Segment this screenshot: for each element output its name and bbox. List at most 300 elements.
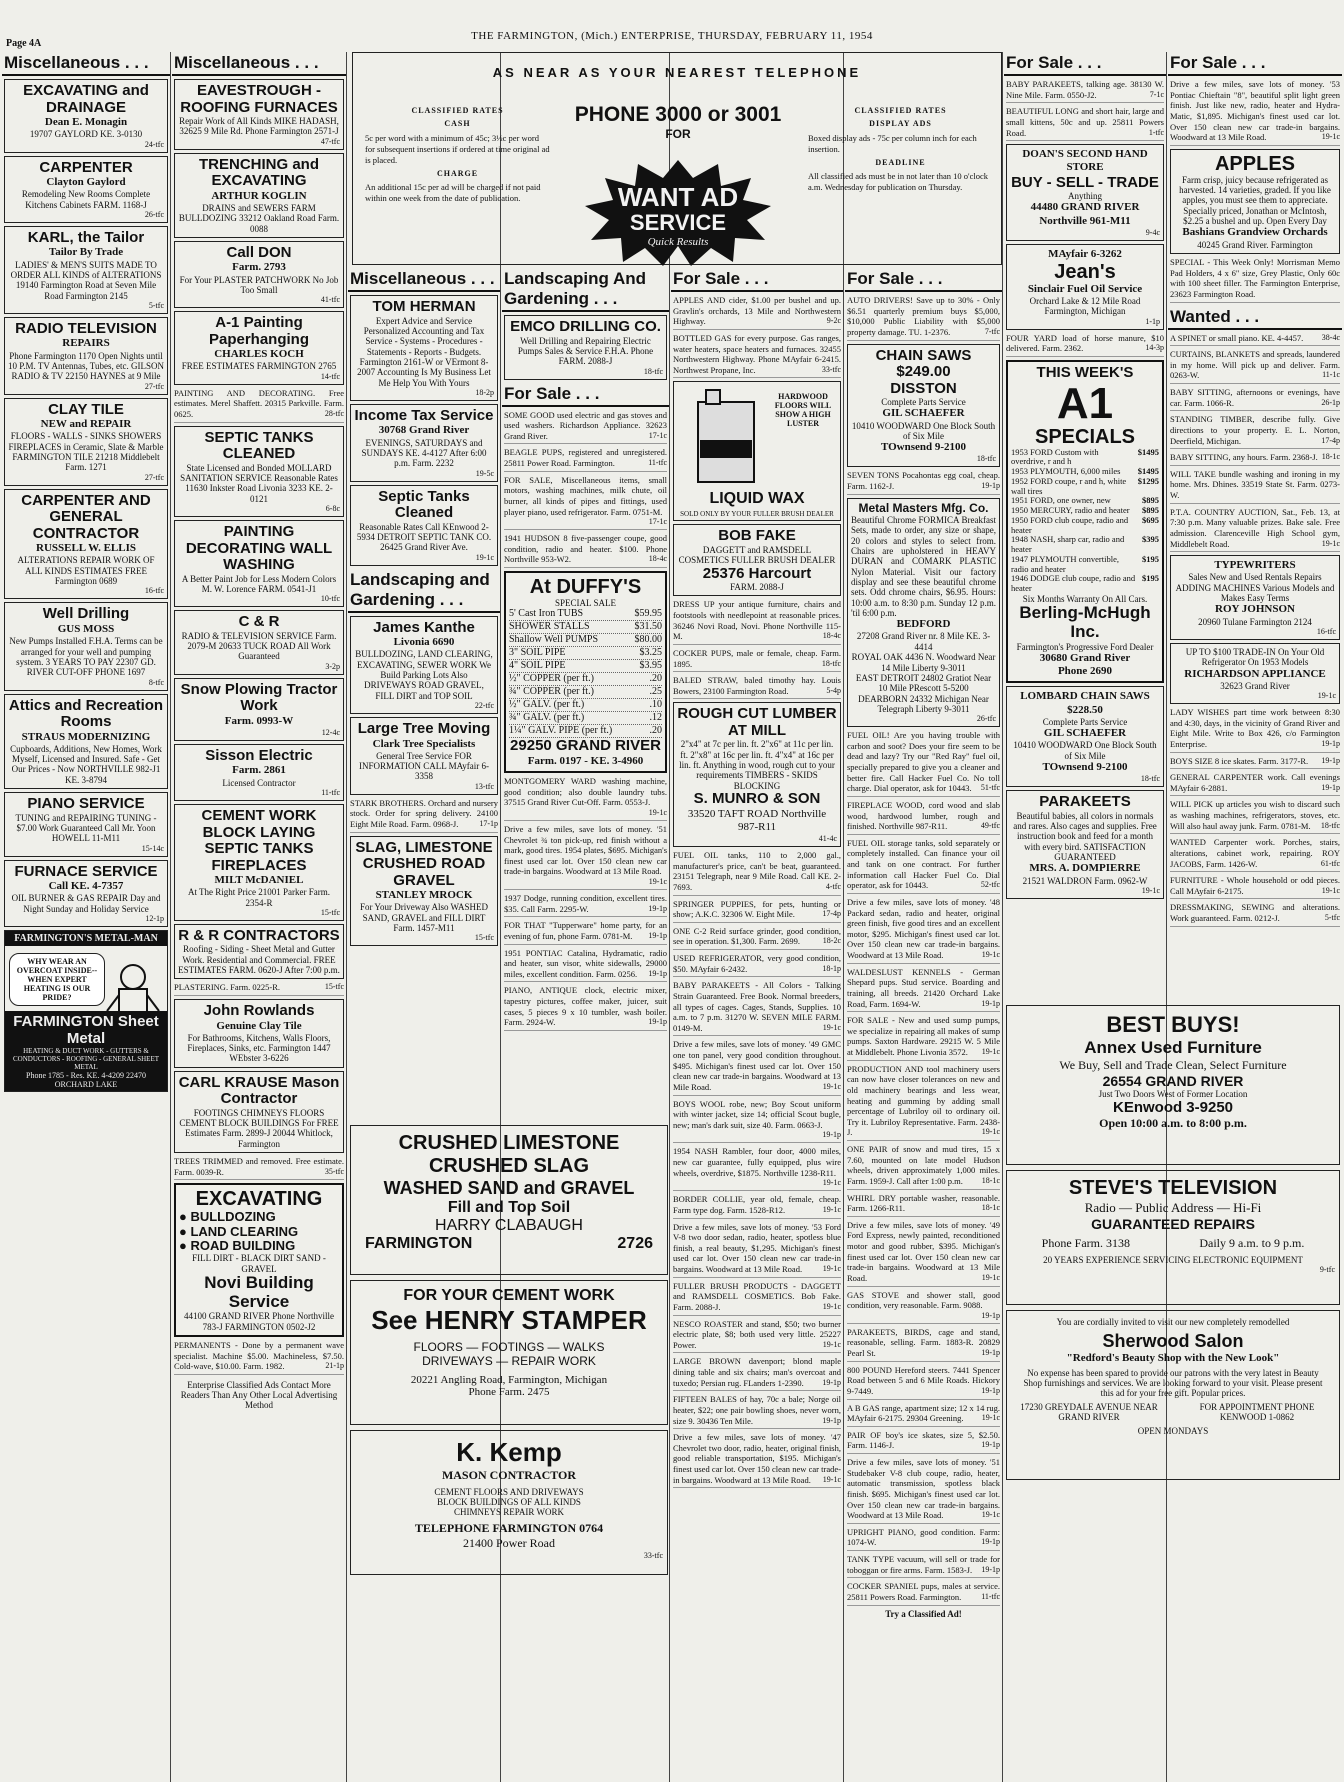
classified-text: 1951 PONTIAC Catalina, Hydramatic, radio and heater, sun visor, white sidewalls, 29000 miles, excellent condition. Farm. 0256. <box>504 947 667 979</box>
classified-ad <box>673 1432 841 1488</box>
ad-code: 17-4p <box>822 909 841 919</box>
classified-text: Drive a few miles, save lots of money. '53 Ford V-8 two door sedan, radio, heater, spotless blue finish, a real beauty, $1,295. Michigan's finest used car lot. Over 150 clean new car trade-in bargains. Woodward at 13 Mile Road. <box>673 1221 841 1274</box>
ad-code: 61-tfc <box>1320 858 1340 868</box>
wax-can-icon <box>688 386 768 486</box>
sherwood-salon-ad <box>1006 1310 1340 1480</box>
price-row <box>509 660 662 673</box>
column-1 <box>2 52 170 1095</box>
classified-ad <box>504 893 667 917</box>
ad-address: DEARBORN 24332 Michigan Near Telegraph Liberty 9-3011 <box>858 693 989 714</box>
ad-code: 17-1c <box>648 517 667 527</box>
ad-title: LOMBARD CHAIN SAWS <box>1020 690 1150 703</box>
ad-code: 19-1p <box>822 1415 841 1425</box>
column-3 <box>348 268 500 949</box>
ad-title: Income Tax Service <box>354 406 494 424</box>
car-name: 1946 DODGE club coupe, radio and heater <box>1011 573 1136 594</box>
classified-ad <box>174 982 344 996</box>
ad-code: 19-1c <box>822 1204 841 1214</box>
ad-code: 19-1c <box>822 1178 841 1188</box>
ad-hours: Daily 9 a.m. to 9 p.m. <box>1199 1236 1305 1250</box>
ad-text: Cupboards, Additions, New Homes, Work Myself, Licensed and Insured. Safe - Get Our Prices - Now NORTHVILLE 982-J1 KE. 3-8794 <box>10 743 162 785</box>
classified-ad <box>673 648 841 672</box>
classified-text: Drive a few miles, save lots of money. '51 Studebaker V-8 club coupe, radio, heater, automatic transmission, spotless black finish. $695. Michigan's finest used car lot. Over 150 clean new car trade-in bargains. Woodward at 13 Mile Road. <box>847 1457 1000 1521</box>
car-row <box>1011 516 1159 536</box>
ad-line: CRUSHED SLAG <box>428 1155 589 1177</box>
ad-code: 19-1c <box>475 552 494 562</box>
classified-text: SOME GOOD used electric and gas stoves and used washers. Richardson Appliance. 32623 Grand River. <box>504 409 667 441</box>
ad-code: 18-1c <box>981 1203 1000 1213</box>
classified-ad <box>847 1527 1000 1551</box>
display-ad <box>350 485 498 566</box>
display-ad <box>350 836 498 947</box>
section-header: Landscaping and Gardening . . . <box>348 569 500 613</box>
ad-address: 44480 GRAND RIVER Northville 961-M11 <box>1030 201 1140 227</box>
car-price: $1495 <box>1137 466 1159 477</box>
ad-phone: Farm. 0197 - KE. 3-4960 <box>527 754 644 767</box>
item-name: SHOWER STALLS <box>509 621 590 633</box>
ad-code: 26-1p <box>1321 397 1340 407</box>
ad-text: Reasonable Rates Call KEnwood 2-5934 DETROIT SEPTIC TANK CO. 26425 Grand River Ave. <box>356 521 492 553</box>
ad-business: STANLEY MROCK <box>375 889 473 902</box>
display-ad <box>174 999 344 1068</box>
price-row <box>509 634 662 647</box>
rates-title: CLASSIFIED RATES <box>854 106 947 115</box>
display-ad <box>4 489 168 600</box>
classified-ad <box>673 1356 841 1391</box>
ad-address: 20221 Angling Road, Farmington, Michigan <box>410 1374 608 1386</box>
column-8 <box>1168 52 1342 930</box>
classified-text: APPLES AND cider, $1.00 per bushel and up. Gravlin's orchards, 13 Mile and Northwestern Highway. <box>673 295 841 327</box>
display-ad <box>350 295 498 401</box>
ad-title: PARAKEETS <box>1039 793 1131 811</box>
ad-code: 41-tfc <box>320 295 340 305</box>
ad-code: 13-tfc <box>474 781 494 791</box>
classified-ad <box>350 798 498 833</box>
excavating-ad: EXCAVATING ● BULLDOZING ● LAND CLEARING ● ROAD BUILDING FILL DIRT - BLACK DIRT SAND - GRAVEL Novi Building Service 44100 GRAND RIVER Phone Northville 783-J FARMINGTON 0502-J2 <box>174 1183 344 1337</box>
ad-text: FLOORS - WALLS - SINKS SHOWERS FIREPLACES in Ceramic, Slate & Marble FARMINGTON TILE 21218 Middlebelt Farm. 1271 <box>8 431 164 473</box>
ad-title: Well Drilling <box>42 605 130 623</box>
phone-numbers: PHONE 3000 or 3001 <box>574 103 782 126</box>
ad-text: RADIO & TELEVISION SERVICE Farm. 2079-M 20633 TUCK ROAD All Work Guaranteed <box>181 630 337 662</box>
classified-text: PAIR OF boy's ice skates, size 5, $2.50. Farm. 1146-J. <box>847 1429 1000 1451</box>
ad-text: For Your Driveway Also WASHED SAND, GRAVEL and FILL DIRT Farm. 1457-M11 <box>359 902 489 934</box>
metal-masters-ad <box>847 498 1000 728</box>
classified-ad <box>504 985 667 1031</box>
display-ad <box>174 520 344 607</box>
ad-title: CEMENT WORK BLOCK LAYING SEPTIC TANKS FIREPLACES <box>201 807 317 874</box>
service-text: SERVICE <box>629 210 727 235</box>
ad-title: BOB FAKE <box>718 527 796 545</box>
classified-ad <box>673 850 841 896</box>
item-price: .10 <box>649 699 662 711</box>
ad-address: 33520 TAFT ROAD Northville 987-R11 <box>687 807 827 833</box>
ad-title: THIS WEEK'S <box>1036 364 1134 382</box>
item-price: .20 <box>649 725 662 737</box>
ad-line: WASHED SAND and GRAVEL <box>383 1178 635 1198</box>
item-name: ½" COPPER (per ft.) <box>509 673 594 685</box>
classified-text: PLASTERING. Farm. 0225-R. <box>174 982 281 993</box>
ad-code: 7-tfc <box>984 326 1000 336</box>
classified-text: PAINTING AND DECORATING. Free estimates. Merel Shaffett. 20315 Parkville. Farm. 0625. <box>174 387 344 420</box>
classified-text: A SPINET or small piano. KE. 4-4457. <box>1170 332 1304 343</box>
ad-code: 18-tfc <box>821 658 841 668</box>
ad-code: 15-tfc <box>474 933 494 943</box>
ad-code: 11-tfc <box>981 1591 1000 1601</box>
classified-ad <box>1170 756 1340 770</box>
ad-title: BEST BUYS! <box>1106 1012 1240 1037</box>
ad-text: Sales New and Used Rentals Repairs ADDING MACHINES Various Models and Makes Easy Terms <box>1175 572 1335 603</box>
ad-code: 18-1c <box>1321 452 1340 462</box>
ad-text: ALTERATIONS REPAIR WORK OF ALL KINDS ESTIMATES FREE Farmington 0689 <box>17 555 155 587</box>
car-row <box>1011 555 1159 575</box>
ad-code: 19-1c <box>1141 885 1160 895</box>
car-name: 1950 MERCURY, radio and heater <box>1011 505 1130 516</box>
kemp-ad <box>350 1430 668 1575</box>
classified-ad <box>847 470 1000 494</box>
ad-address: 21521 WALDRON Farm. 0962-W <box>1022 875 1148 886</box>
classified-text: BABY PARAKEETS - All Colors - Talking Strain Guaranteed. Free Book. Normal breeders, all types of cages. Cages, Stands, Supplies. 10 a.m. to 7 p.m. 31270 W. SEVEN MILE FARM. 0149-M. <box>673 980 841 1033</box>
ad-title: Attics and Recreation Rooms <box>8 696 164 731</box>
ad-address: 25376 Harcourt <box>702 564 812 582</box>
ad-text: At The Right Price 21001 Parker Farm. 2354-R <box>187 887 331 908</box>
lumber-ad <box>673 702 841 847</box>
ad-phone: TOwnsend 9-2100 <box>1042 761 1128 774</box>
item-name: Shallow Well PUMPS <box>509 634 599 646</box>
rates-deadline-heading: DEADLINE <box>875 157 926 167</box>
classified-ad <box>504 475 667 531</box>
column-4 <box>502 268 669 1034</box>
ad-text: General Tree Service FOR INFORMATION CALL MAyfair 6-3358 <box>358 750 490 782</box>
ad-experience: 20 YEARS EXPERIENCE SERVICING ELECTRONIC EQUIPMENT <box>1043 1255 1303 1265</box>
classified-ad <box>847 800 1000 835</box>
section-header: For Sale . . . <box>1168 52 1342 76</box>
classified-ad <box>1170 707 1340 753</box>
ad-brand: DISSTON <box>890 379 957 397</box>
ad-address: Orchard Lake & 12 Mile Road Farmington, Michigan <box>1029 296 1141 317</box>
classified-text: TREES TRIMMED and removed. Free estimate. Farm. 0039-R. <box>174 1156 344 1177</box>
classified-ad <box>1170 79 1340 146</box>
ad-code: 33-tfc <box>643 1551 663 1560</box>
ad-code: 19-1p <box>822 1377 841 1387</box>
classified-ad <box>1006 333 1164 357</box>
display-ad <box>174 678 344 741</box>
car-name: 1952 FORD coupe, r and h, white wall tires <box>1011 475 1127 496</box>
ad-address: 29250 GRAND RIVER <box>510 737 661 755</box>
ad-phone: Phone Farm. 2475 <box>468 1386 550 1398</box>
car-price: $195 <box>1142 553 1159 564</box>
ad-text: Expert Advice and Service Personalized Accounting and Tax Service - Systems - Procedures - Statements - Reports - Budgets. Farmington 2161-W or VErmont 8-2007 Accounting Is My Business Let Me Help You With Yours <box>357 315 491 388</box>
classified-ad <box>673 1099 841 1144</box>
classified-text: FOR SALE - New and used sump pumps, we specialize in repairing all makes of sump pumps. Saxton Hardware. 29215 W. 5 Mile at Middlebelt. Phone Livonia 3572. <box>847 1015 1000 1058</box>
ad-code: 18-4c <box>822 631 841 641</box>
ad-phone: TOwnsend 9-2100 <box>880 441 967 454</box>
ad-code: 9-2c <box>826 316 841 326</box>
classified-text: STANDING TIMBER, describe fully. Give directions to your property. E. L. Norton, Deerfield, Michigan. <box>1170 414 1340 446</box>
ad-price: $249.00 <box>896 363 951 380</box>
rates-title: CLASSIFIED RATES <box>411 106 504 115</box>
ad-code: 5-tfc <box>1324 913 1340 923</box>
ad-business: RUSSELL W. ELLIS <box>36 542 136 555</box>
ad-code: 1-tfc <box>1148 127 1164 137</box>
display-ad <box>4 317 168 395</box>
want-ad-banner <box>352 52 1002 265</box>
ad-code: 16-tfc <box>1316 626 1336 636</box>
item-name: 1¼" GALV. PIPE (per ft.) <box>509 725 613 737</box>
display-ad <box>4 602 168 690</box>
classified-ad <box>847 1365 1000 1400</box>
classified-text: FOR SALE, Miscellaneous items, small motors, washing machines, milk chute, oil burner, all kinds of pipes and fittings, used player piano, used refrigerator. Farm. 0751-M. <box>504 474 667 517</box>
ad-code: 26-tfc <box>976 714 996 724</box>
section-header: Miscellaneous . . . <box>172 52 346 76</box>
ad-code: 19-1c <box>981 950 1000 960</box>
classified-ad <box>1170 772 1340 796</box>
classified-ad <box>1170 799 1340 834</box>
classified-text: LADY WISHES part time work between 8:30 and 4:30, days, in the vicinity of Grand River and Eight Mile. Write to Box 426, c/o Farmington Enterprise. <box>1170 707 1340 749</box>
ad-code: 19-1c <box>822 1301 841 1311</box>
ad-code: 19-1c <box>981 1413 1000 1423</box>
display-ad <box>350 404 498 482</box>
ad-business: REPAIRS <box>62 337 110 350</box>
mascot-services: HEATING & DUCT WORK - GUTTERS & CONDUCTORS - ROOFING - GENERAL SHEET METAL <box>12 1047 160 1071</box>
ad-subtitle: Sinclair Fuel Oil Service <box>1027 282 1143 295</box>
ad-title: Sherwood Salon <box>1102 1331 1244 1351</box>
bob-fake-ad <box>673 524 841 596</box>
ad-phone: TELEPHONE FARMINGTON 0764 <box>414 1521 604 1535</box>
ad-code: 41-4c <box>818 834 837 843</box>
ad-directions: Just Two Doors West of Former Location <box>1098 1089 1248 1099</box>
classified-text: TANK TYPE vacuum, will sell or trade for toboggan or fire arms. Farm. 1583-J. <box>847 1554 1000 1575</box>
classified-ad <box>504 920 667 944</box>
mascot-phone: Phone 1785 - Res. KE. 4-4209 22470 ORCHARD LAKE <box>26 1071 146 1089</box>
ad-code: 18-1p <box>822 963 841 973</box>
mascot-bubble: WHY WEAR AN OVERCOAT INSIDE--WHEN EXPERT HEATING IS OUR PRIDE? <box>9 953 105 1006</box>
ad-text: Roofing - Siding - Sheet Metal and Gutter Work. Residential and Commercial. FREE ESTIMATES FARM. 0620-J After 7:00 p.m. <box>178 944 340 976</box>
classified-ad <box>847 1193 1000 1217</box>
ad-text: Complete Parts Service <box>881 397 966 407</box>
classified-text: 1937 Dodge, running condition, excellent tires. $35. Call Farm. 2295-W. <box>504 893 667 914</box>
ad-title: CARPENTER <box>39 158 133 176</box>
ad-code: 19-5c <box>475 468 494 478</box>
classified-text: 1941 HUDSON 8 five-passenger coupe, good condition, radio and heater. $100. Phone Northville 953-W2. <box>504 533 667 565</box>
ad-business: RICHARDSON APPLIANCE <box>1184 667 1326 680</box>
ad-code: 22-tfc <box>474 701 494 711</box>
ad-business: Genuine Clay Tile <box>216 1019 302 1032</box>
ad-line: CRUSHED LIMESTONE <box>398 1132 620 1154</box>
classified-ad <box>673 980 841 1036</box>
display-ad <box>4 398 168 486</box>
classified-text: FUEL OIL! Are you having trouble with carbon and soot? Does your fire seem to be dead and lazy? Try our "Red Ray" fuel oil, specially prepared to give you a cleaner and better fire. Call Hacker Fuel Co. No toll charge. Dial operator, ask for 10443. <box>847 730 1000 794</box>
classified-text: A B GAS range, apartment size; 12 x 14 rug. MAyfair 6-2175. 29304 Greening. <box>847 1402 1000 1424</box>
classified-ad <box>847 1144 1000 1190</box>
classified-text: WILL TAKE bundle washing and ironing in my home. Mrs. Dhines. 33519 State St. Farm. 0273-W. <box>1170 468 1340 500</box>
display-ad <box>350 717 498 795</box>
classified-ad <box>1170 414 1340 449</box>
ad-title: EXCAVATING and DRAINAGE <box>23 82 149 116</box>
rates-cash-heading: CASH <box>444 119 471 129</box>
classified-text: SEVEN TONS Pocahontas egg coal, cheap. Farm. 1162-J. <box>847 470 1000 492</box>
berling-mchugh-ad <box>1006 360 1164 683</box>
classified-text: 1954 NASH Rambler, four door, 4000 miles, new car guarantee, fully equipped, plus wire wheels, overdrive, $1875. Northville 1238-R11. <box>673 1146 841 1178</box>
item-price: $31.50 <box>634 621 662 633</box>
classified-text: FOUR YARD load of horse manure, $10 delivered. Farm. 2362. <box>1006 332 1164 354</box>
price-row <box>509 621 662 634</box>
column-rule <box>1166 52 1167 1782</box>
best-buys-ad <box>1006 1005 1340 1165</box>
classified-ad <box>847 897 1000 964</box>
classified-ad <box>1170 902 1340 926</box>
ad-code: 19-1p <box>981 1537 1000 1547</box>
ad-text: For Bathrooms, Kitchens, Walls Floors, Fireplaces, Sinks, etc. Farmington 1447 WEbster 3-6226 <box>187 1032 331 1064</box>
classified-ad <box>847 1430 1000 1454</box>
ad-title: CLAY TILE <box>48 400 124 418</box>
ad-text: Beautiful babies, all colors in normals and rares. Also cages and supplies. Free instruction book and feed for a month with every bird. SATISFACTION GUARANTEED <box>1013 810 1157 863</box>
limestone-ad <box>350 1125 668 1275</box>
ad-text: BULLDOZING, LAND CLEARING, EXCAVATING, SEWER WORK We Build Parking Lots Also DRIVEWAYS ROAD GRAVEL, FILL DIRT and TOP SOIL <box>355 649 493 701</box>
classified-text: GENERAL CARPENTER work. Call evenings MAyfair 6-2881. <box>1170 772 1340 793</box>
ad-item: BULLDOZING <box>190 1209 276 1225</box>
ad-invitation: You are cordially invited to visit our new completely remodelled <box>1056 1317 1290 1327</box>
ad-address: 20960 Tulane Farmington 2124 <box>1198 616 1312 627</box>
ad-code: 18-tfc <box>1320 820 1340 830</box>
classified-ad <box>504 410 667 445</box>
ad-town: FARMINGTON <box>365 1235 473 1252</box>
ad-phone: 2726 <box>617 1235 653 1252</box>
ad-code: 9-4c <box>1145 227 1160 237</box>
classified-text: BABY SITTING, any hours. Farm. 2368-J. <box>1170 452 1318 463</box>
ad-code: 19-1c <box>1317 691 1336 701</box>
classified-ad <box>1170 387 1340 411</box>
ad-code: 19-1p <box>981 1564 1000 1574</box>
ad-text: Beautiful Chrome FORMICA Breakfast Sets, made to order, any size or shape, 20 colors and styles to select from. Chairs are upholstered in HEAVY DURAN and COMARK PLASTIC Nylon Material. Visit our factory display and see these beautiful chrome sets. Odd chrome chairs, $6.95. Hours: 10:00 a.m. to 8:30 p.m. Sunday 12 p.m. 'til 6:00 p.m. <box>851 514 996 618</box>
classified-ad <box>673 899 841 923</box>
ad-text: No expense has been spared to provide our patrons with the very latest in Beauty Shop furnishings and services. We are looking forward to your visit. Please present this ad for your free gift. Popular prices. <box>1023 1368 1323 1398</box>
ad-title: R & R CONTRACTORS <box>178 926 340 944</box>
ad-code: 3-2p <box>325 661 340 671</box>
car-name: 1950 FORD club coupe, radio and heater <box>1011 514 1129 535</box>
price-row <box>509 673 662 686</box>
ad-text: EVENINGS, SATURDAYS and SUNDAYS KE. 4-4127 After 6:00 p.m. Farm. 2232 <box>361 437 487 469</box>
item-name: ½" GALV. (per ft.) <box>509 699 585 711</box>
classified-text: DRESSMAKING, SEWING and alterations. Work guaranteed. Farm. 0212-J. <box>1170 902 1340 924</box>
ad-title: CARL KRAUSE Mason Contractor <box>178 1073 340 1108</box>
banner-phone <box>553 103 803 141</box>
classified-text: Drive a few miles, save lots of money. '53 Pontiac Chieftain "8", beautiful split light green finish. Just like new, radio, heater and Hydra-Matic, $1,895. Michigan's finest used car lot. Over 150 clean new car trade-in bargains. Woodward at 13 Mile Road. <box>1170 79 1340 143</box>
classified-text: SPRINGER PUPPIES, for pets, hunting or show; A.K.C. 32306 W. Eight Mile. <box>673 898 841 920</box>
ad-text: LADIES' & MEN'S SUITS MADE TO ORDER ALL KINDS of ALTERATIONS 19140 Farmington Road at Seven Mile Road Farmington 2145 <box>10 259 162 301</box>
column-footer: Try a Classified Ad! <box>885 1608 962 1619</box>
ad-text: Well Drilling and Repairing Electric Pumps Sales & Service F.H.A. Phone FARM. 2088-J <box>517 335 654 367</box>
ad-text: Licensed Contractor <box>222 777 296 788</box>
ad-code: 47-tfc <box>320 136 340 146</box>
classified-text: UPRIGHT PIANO, good condition. Farm: 1074-W. <box>847 1526 1000 1548</box>
car-name: 1951 FORD, one owner, new <box>1011 495 1111 506</box>
ad-line: DRIVEWAYS — REPAIR WORK <box>422 1354 596 1368</box>
ad-title: Metal Masters Mfg. Co. <box>858 500 989 515</box>
mascot-title: FARMINGTON'S METAL-MAN <box>5 931 167 946</box>
ad-code: 8-tfc <box>148 677 164 687</box>
display-ad <box>174 610 344 675</box>
ad-title: At DUFFY'S <box>529 576 642 599</box>
ad-code: 18-tfc <box>643 366 663 376</box>
ad-code: 9-tfc <box>1319 1265 1335 1274</box>
ad-title: SLAG, LIMESTONE CRUSHED ROAD GRAVEL <box>355 838 493 889</box>
ad-business: Clayton Gaylord <box>46 176 126 189</box>
ad-code: 19-1c <box>822 1022 841 1032</box>
ad-code: 11-tfc <box>321 788 340 797</box>
ad-title: A-1 Painting Paperhanging <box>208 314 309 348</box>
jeans-ad <box>1006 244 1164 330</box>
ad-text: We Buy, Sell and Trade Clean, Select Furniture <box>1059 1058 1287 1072</box>
ad-code: 49-tfc <box>980 821 1000 831</box>
classified-text: FURNITURE - Whole household or odd pieces. Call MAyfair 6-2175. <box>1170 875 1340 896</box>
ad-business: MILT McDANIEL <box>214 874 304 886</box>
column-5 <box>671 268 843 1491</box>
classified-text: ONE C-2 Reid surface grinder, good condition, see in operation. $1,300. Farm. 2699. <box>673 925 841 947</box>
ad-phone: KEnwood 3-9250 <box>1112 1099 1234 1116</box>
ad-address: 32623 Grand River <box>1220 680 1290 691</box>
ad-code: 19-1p <box>648 968 667 978</box>
ad-title: PIANO SERVICE <box>27 795 145 813</box>
ad-code: 17-1c <box>648 430 667 440</box>
classified-ad <box>847 730 1000 797</box>
ad-code: 52-tfc <box>980 880 1000 890</box>
ad-code: 19-1p <box>981 998 1000 1008</box>
section-header: For Sale . . . <box>502 383 669 407</box>
item-price: .20 <box>649 673 662 685</box>
classified-ad <box>847 1457 1000 1524</box>
section-header: For Sale . . . <box>845 268 1002 292</box>
classified-ad <box>174 1156 344 1180</box>
ad-code: 19-1p <box>981 481 1000 491</box>
classified-text: WILL PICK up articles you wish to discard such as washing machines, refrigerators, stoves, etc. Will also haul away junk. Farm. 0781-M. <box>1170 799 1340 831</box>
price-row <box>509 608 662 621</box>
ad-title: Call DON <box>226 243 292 261</box>
ad-name: ROY JOHNSON <box>1215 603 1295 616</box>
ad-footer: SOLD ONLY BY YOUR FULLER BRUSH DEALER <box>680 510 834 519</box>
display-ad <box>174 1071 344 1153</box>
ad-code: 28-tfc <box>324 409 344 419</box>
ad-business: Annex Used Furniture <box>1084 1038 1262 1057</box>
ad-text: Farm crisp, juicy because refrigerated as harvested. 14 varieties, graded. If you like apples, you must see them to appreciate. Specially priced, Jonathan or McIntosh, $2.25 a bushel and up. Open Every Day <box>1179 174 1331 227</box>
ad-title: TYPEWRITERS <box>1214 559 1296 572</box>
ad-title: TOM HERMAN <box>372 298 476 315</box>
ad-address: 44100 GRAND RIVER Phone Northville 783-J FARMINGTON 0502-J2 <box>184 1311 334 1332</box>
ad-title: DOAN'S SECOND HAND STORE <box>1022 148 1148 174</box>
display-ad <box>174 924 344 980</box>
typewriters-ad <box>1170 555 1340 640</box>
ad-name: MRS. A. DOMPIERRE <box>1029 862 1141 875</box>
classified-ad <box>847 1403 1000 1427</box>
ad-title: EXCAVATING <box>195 1188 323 1211</box>
classified-text: BALED STRAW, baled timothy hay. Louis Bowers, 23100 Farmington Road. <box>673 675 841 696</box>
rates-deadline-text: All classified ads must be in not later than 10 o'clock a.m. Wednesday for publication on Thursday. <box>808 171 988 193</box>
display-ad <box>4 226 168 314</box>
classified-text: BORDER COLLIE, year old, female, cheap. Farm type dog. Farm. 1528-R12. <box>673 1194 841 1215</box>
classified-text: FIFTEEN BALES of hay, 70c a bale; Norge oil heater, $22; one pair bowling shoes, never worn, size 9. 30436 Ten Mile. <box>673 1394 841 1426</box>
price-row <box>509 712 662 725</box>
classified-ad <box>673 675 841 699</box>
ad-business: Livonia 6690 <box>393 636 455 649</box>
ad-code: 51-tfc <box>980 783 1000 793</box>
ad-title: TRENCHING and EXCAVATING <box>199 155 319 190</box>
ad-text: FILL DIRT - BLACK DIRT SAND - GRAVEL <box>192 1253 326 1274</box>
ad-text: UP TO $100 TRADE-IN On Your Old Refrigerator On 1953 Models <box>1185 646 1325 668</box>
ad-code: 11-1c <box>1322 370 1340 380</box>
classified-ad <box>1170 837 1340 872</box>
item-price: $80.00 <box>634 634 662 646</box>
ad-phone: Phone Farm. 3138 <box>1041 1236 1130 1250</box>
classified-text: ONE PAIR of snow and mud tires, 15 x 7.60, mounted on late model Hudson wheels, driven approximately 1,000 miles. Farm. 1959-J. Call after 1:00 p.m. <box>847 1144 1000 1186</box>
